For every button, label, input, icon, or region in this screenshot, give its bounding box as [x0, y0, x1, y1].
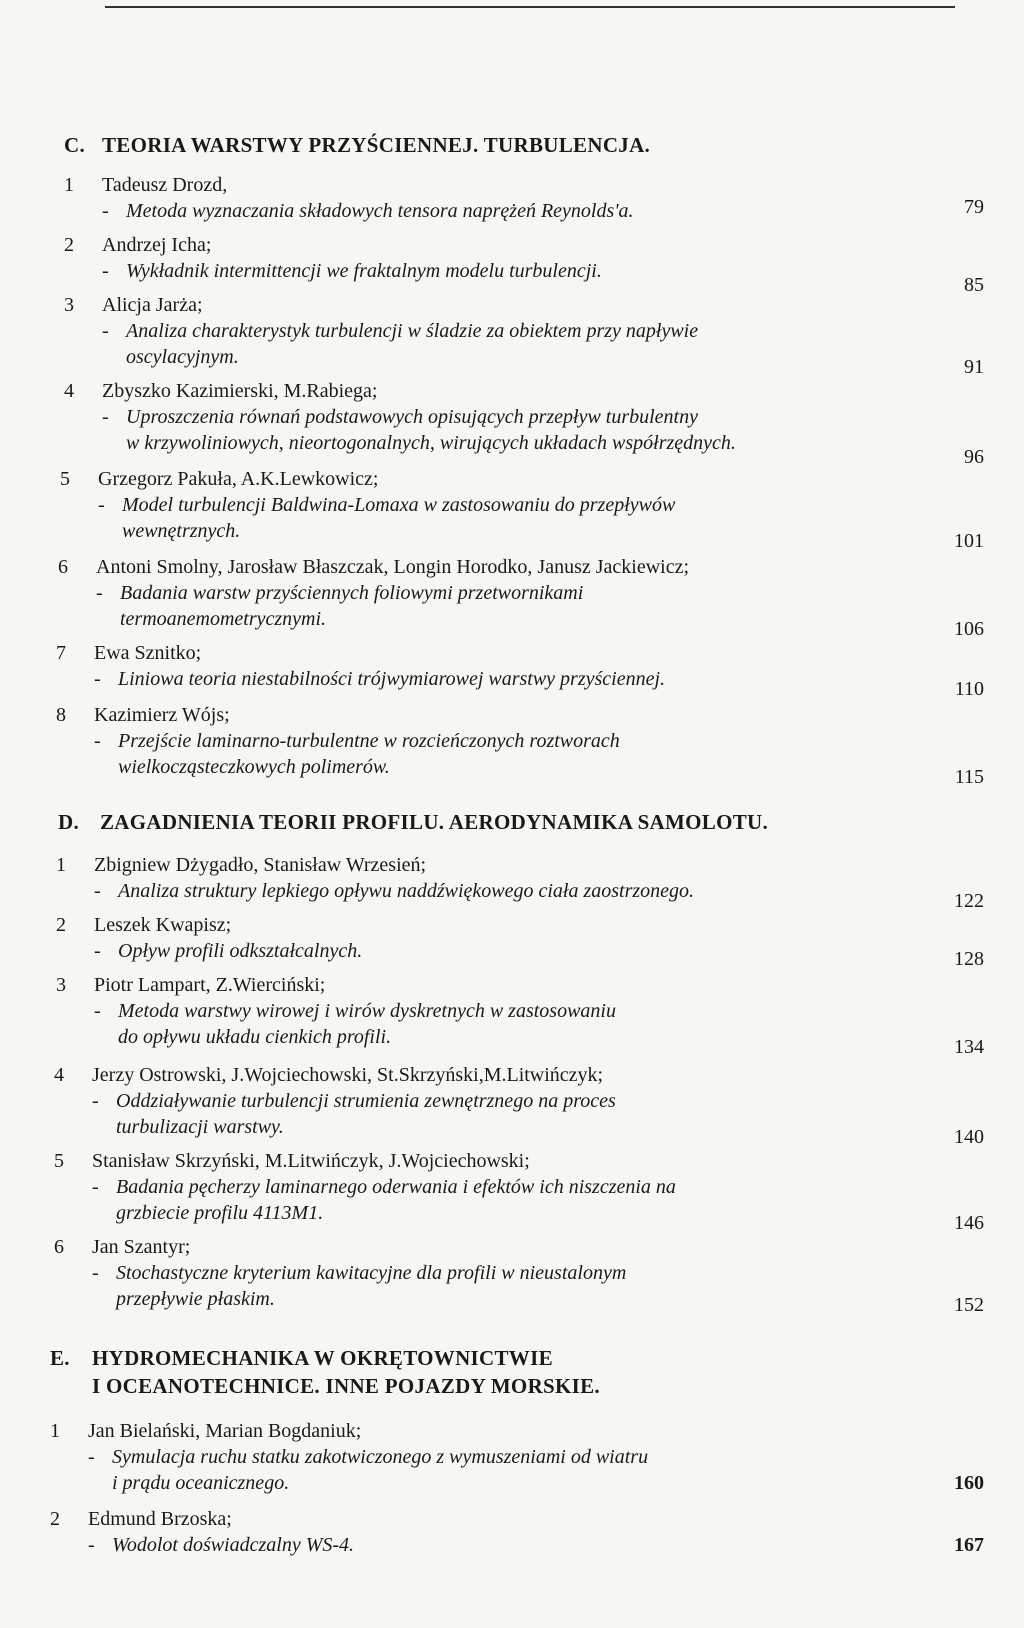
entry-authors: Jan Szantyr;	[92, 1236, 191, 1258]
entry-number: 1	[56, 854, 66, 876]
entry-title-wrap	[88, 1444, 908, 1496]
entry-page: 146	[954, 1212, 984, 1234]
entry-title: Badania pęcherzy laminarnego oderwania i efektów ich niszczenia na grzbiecie profilu 4113M1.	[116, 1176, 676, 1224]
entry-number: 1	[64, 174, 74, 196]
entry-number: 4	[64, 380, 74, 402]
entry-title: Wykładnik intermittencji we fraktalnym modelu turbulencji.	[126, 260, 602, 282]
entry-dash: -	[98, 494, 105, 516]
entry-number: 2	[64, 234, 74, 256]
entry-authors: Antoni Smolny, Jarosław Błaszczak, Longin Horodko, Janusz Jackiewicz;	[96, 556, 690, 578]
entry-page: 101	[954, 530, 984, 552]
entry-page: 110	[954, 678, 984, 700]
entry-title-wrap	[102, 404, 962, 456]
entry-title-wrap	[96, 580, 916, 632]
entry-title: Model turbulencji Baldwina-Lomaxa w zastosowaniu do przepływów wewnętrznych.	[122, 494, 676, 542]
entry-authors: Tadeusz Drozd,	[102, 174, 228, 196]
entry-page: 85	[964, 274, 984, 296]
entry-dash: -	[96, 582, 103, 604]
entry-dash: -	[88, 1534, 95, 1556]
entry-dash: -	[94, 940, 101, 962]
entry-title-wrap	[94, 938, 914, 964]
entry-page: 134	[954, 1036, 984, 1058]
entry-dash: -	[92, 1176, 99, 1198]
entry-page: 160	[954, 1472, 984, 1494]
entry-title-wrap	[102, 198, 922, 224]
section-heading-c	[64, 133, 650, 158]
entry-title-wrap	[102, 318, 922, 370]
entry-dash: -	[94, 1000, 101, 1022]
entry-title-wrap	[92, 1260, 912, 1312]
section-title: HYDROMECHANIKA W OKRĘTOWNICTWIE	[92, 1346, 553, 1370]
entry-authors: Piotr Lampart, Z.Wierciński;	[94, 974, 326, 996]
section-title: ZAGADNIENIA TEORII PROFILU. AERODYNAMIKA SAMOLOTU.	[100, 810, 769, 834]
entry-authors: Zbyszko Kazimierski, M.Rabiega;	[102, 380, 378, 402]
entry-title: Metoda wyznaczania składowych tensora naprężeń Reynolds'a.	[126, 200, 634, 222]
section-heading-d	[58, 810, 768, 835]
entry-page: 128	[954, 948, 984, 970]
entry-dash: -	[102, 320, 109, 342]
section-heading-e	[50, 1344, 600, 1400]
entry-authors: Ewa Sznitko;	[94, 642, 202, 664]
section-title: TEORIA WARSTWY PRZYŚCIENNEJ. TURBULENCJA.	[102, 133, 651, 157]
entry-authors: Edmund Brzoska;	[88, 1508, 232, 1530]
entry-page: 115	[954, 766, 984, 788]
entry-title: Wodolot doświadczalny WS-4.	[112, 1534, 355, 1556]
section-letter: C.	[64, 133, 86, 157]
entry-dash: -	[102, 406, 109, 428]
entry-page: 96	[964, 446, 984, 468]
entry-number: 5	[60, 468, 70, 490]
section-letter: D.	[58, 810, 80, 834]
entry-title: Przejście laminarno-turbulentne w rozcieńczonych roztworach wielkocząsteczkowych polimerów.	[118, 730, 620, 778]
entry-dash: -	[102, 200, 109, 222]
entry-title-wrap	[92, 1088, 912, 1140]
entry-title: Liniowa teoria niestabilności trójwymiarowej warstwy przyściennej.	[118, 668, 666, 690]
entry-authors: Zbigniew Dżygadło, Stanisław Wrzesień;	[94, 854, 427, 876]
entry-number: 3	[56, 974, 66, 996]
entry-page: 91	[964, 356, 984, 378]
entry-title-wrap	[94, 728, 914, 780]
entry-title-wrap	[92, 1174, 912, 1226]
entry-title-wrap	[98, 492, 918, 544]
entry-number: 7	[56, 642, 66, 664]
entry-authors: Grzegorz Pakuła, A.K.Lewkowicz;	[98, 468, 379, 490]
entry-title-wrap	[94, 666, 914, 692]
entry-number: 6	[54, 1236, 64, 1258]
entry-authors: Kazimierz Wójs;	[94, 704, 230, 726]
entry-number: 6	[58, 556, 68, 578]
entry-title: Uproszczenia równań podstawowych opisujących przepływ turbulentny w krzywoliniowych, nieortogonalnych, wirujących układach współrzędnych.	[126, 406, 736, 454]
section-title-line2: I OCEANOTECHNICE. INNE POJAZDY MORSKIE.	[92, 1374, 600, 1398]
entry-title: Analiza charakterystyk turbulencji w śladzie za obiektem przy napływie oscylacyjnym.	[126, 320, 699, 368]
entry-authors: Andrzej Icha;	[102, 234, 212, 256]
entry-number: 1	[50, 1420, 60, 1442]
entry-page: 106	[954, 618, 984, 640]
entry-number: 4	[54, 1064, 64, 1086]
entry-dash: -	[92, 1090, 99, 1112]
entry-dash: -	[94, 880, 101, 902]
entry-title: Opływ profili odkształcalnych.	[118, 940, 363, 962]
entry-page: 167	[954, 1534, 984, 1556]
entry-title: Oddziaływanie turbulencji strumienia zewnętrznego na proces turbulizacji warstwy.	[116, 1090, 616, 1138]
entry-authors: Jerzy Ostrowski, J.Wojciechowski, St.Skrzyński,M.Litwińczyk;	[92, 1064, 604, 1086]
entry-number: 2	[56, 914, 66, 936]
entry-authors: Leszek Kwapisz;	[94, 914, 232, 936]
entry-title-wrap	[94, 878, 914, 904]
entry-page: 79	[964, 196, 984, 218]
entry-title: Analiza struktury lepkiego opływu naddźwiękowego ciała zaostrzonego.	[118, 880, 695, 902]
entry-number: 8	[56, 704, 66, 726]
entry-authors: Alicja Jarża;	[102, 294, 203, 316]
section-letter: E.	[50, 1346, 70, 1370]
entry-page: 152	[954, 1294, 984, 1316]
entry-dash: -	[92, 1262, 99, 1284]
entry-page: 140	[954, 1126, 984, 1148]
entry-title-wrap	[102, 258, 922, 284]
entry-title: Badania warstw przyściennych foliowymi przetwornikami termoanemometrycznymi.	[120, 582, 584, 630]
entry-title: Stochastyczne kryterium kawitacyjne dla profili w nieustalonym przepływie płaskim.	[116, 1262, 627, 1310]
entry-dash: -	[88, 1446, 95, 1468]
entry-number: 3	[64, 294, 74, 316]
entry-number: 2	[50, 1508, 60, 1530]
entry-authors: Stanisław Skrzyński, M.Litwińczyk, J.Wojciechowski;	[92, 1150, 530, 1172]
entry-dash: -	[102, 260, 109, 282]
entry-title-wrap	[94, 998, 914, 1050]
entry-title: Symulacja ruchu statku zakotwiczonego z wymuszeniami od wiatru i prądu oceanicznego.	[112, 1446, 649, 1494]
entry-number: 5	[54, 1150, 64, 1172]
entry-dash: -	[94, 668, 101, 690]
entry-title: Metoda warstwy wirowej i wirów dyskretnych w zastosowaniu do opływu układu cienkich profili.	[118, 1000, 616, 1048]
entry-dash: -	[94, 730, 101, 752]
entry-title-wrap	[88, 1532, 908, 1558]
entry-authors: Jan Bielański, Marian Bogdaniuk;	[88, 1420, 362, 1442]
entry-page: 122	[954, 890, 984, 912]
